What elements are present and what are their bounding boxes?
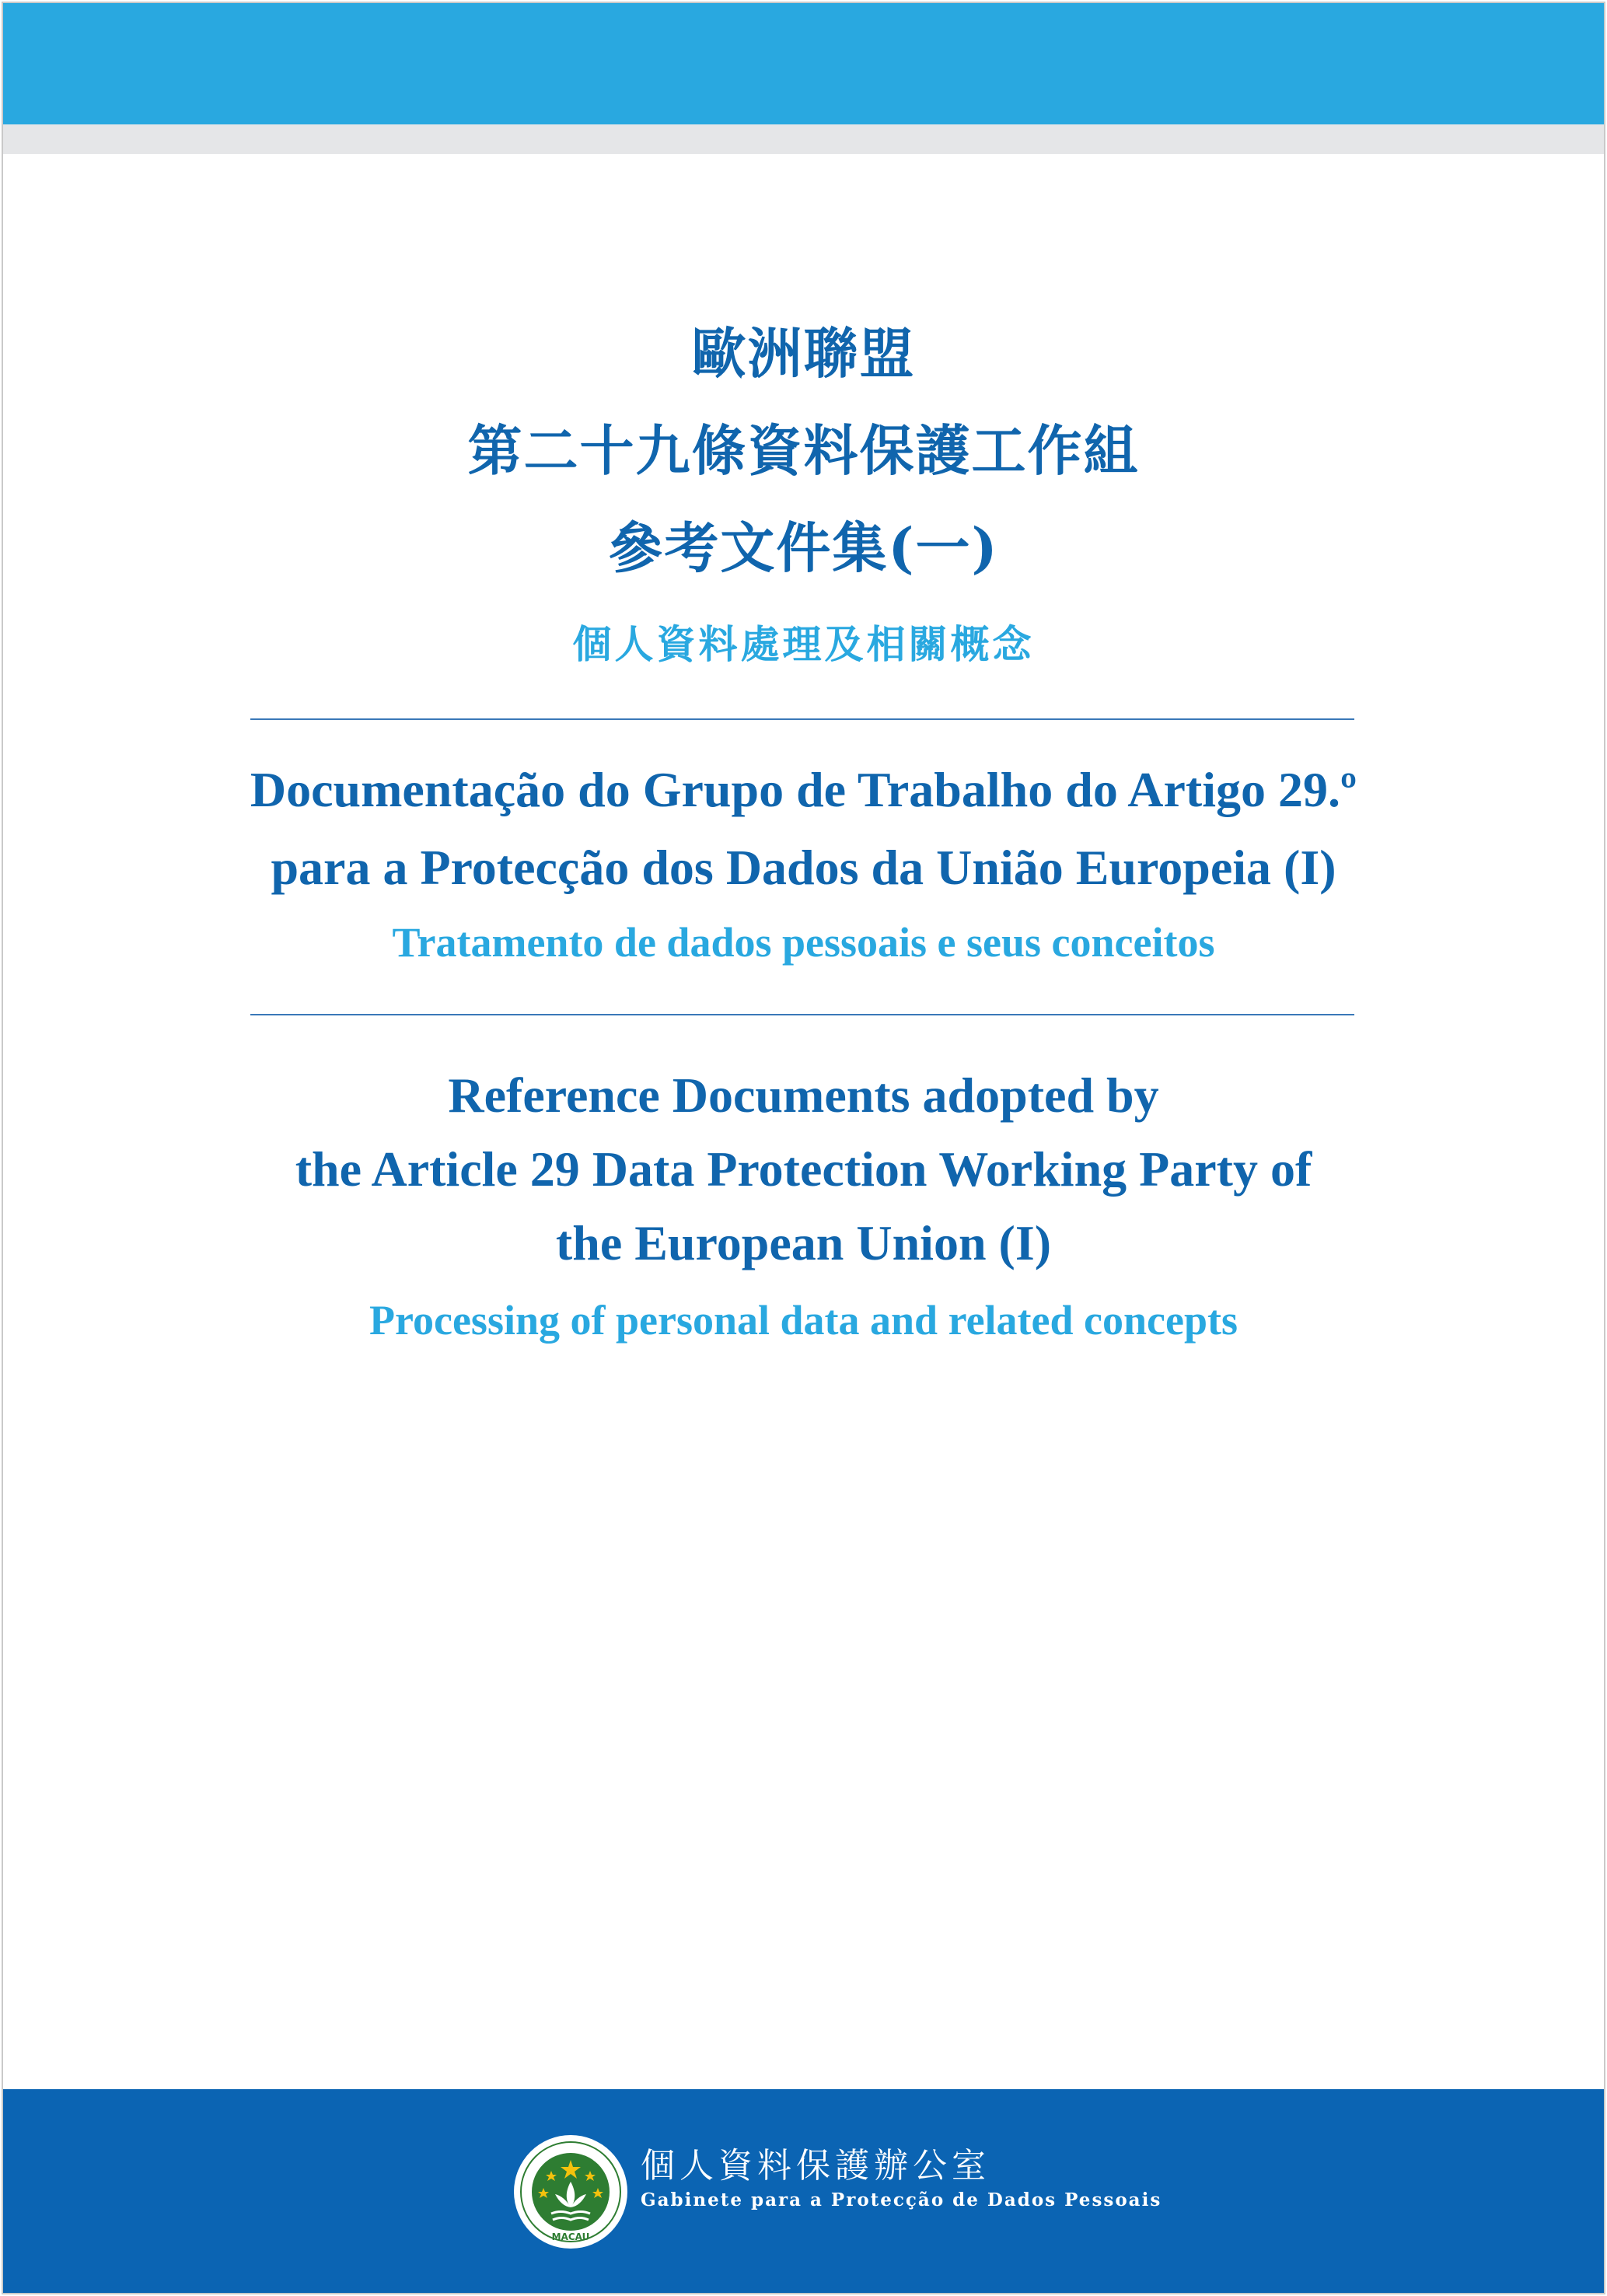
chinese-title-line-2: 第二十九條資料保護工作組 (467, 418, 1140, 483)
top-color-band (3, 3, 1604, 124)
divider-rule-1 (250, 718, 1354, 720)
english-title-line-2: the Article 29 Data Protection Working Party of (295, 1141, 1312, 1197)
chinese-title-line-1: 歐洲聯盟 (691, 321, 916, 386)
divider-rule-2 (250, 1014, 1354, 1015)
english-subtitle: Processing of personal data and related concepts (369, 1297, 1238, 1344)
chinese-subtitle: 個人資料處理及相關概念 (572, 622, 1035, 667)
english-title-line-3: the European Union (I) (555, 1215, 1052, 1270)
chinese-title-line-3: 參考文件集(一) (608, 515, 999, 580)
portuguese-title-line-1: Documentação do Grupo de Trabalho do Artigo 29.º (250, 762, 1357, 817)
office-name-portuguese: Gabinete para a Protecção de Dados Pessoais (641, 2189, 1162, 2210)
portuguese-title-line-2: para a Protecção dos Dados da União Europeia (I) (271, 840, 1336, 895)
document-cover (2, 2, 1605, 2294)
top-grey-strip (3, 124, 1604, 154)
english-title-line-1: Reference Documents adopted by (448, 1068, 1159, 1123)
office-name-chinese: 個人資料保護辦公室 (641, 2146, 990, 2186)
emblem-text: MACAU (551, 2231, 590, 2242)
macau-emblem-icon (512, 2133, 629, 2250)
portuguese-subtitle: Tratamento de dados pessoais e seus conceitos (392, 919, 1215, 966)
